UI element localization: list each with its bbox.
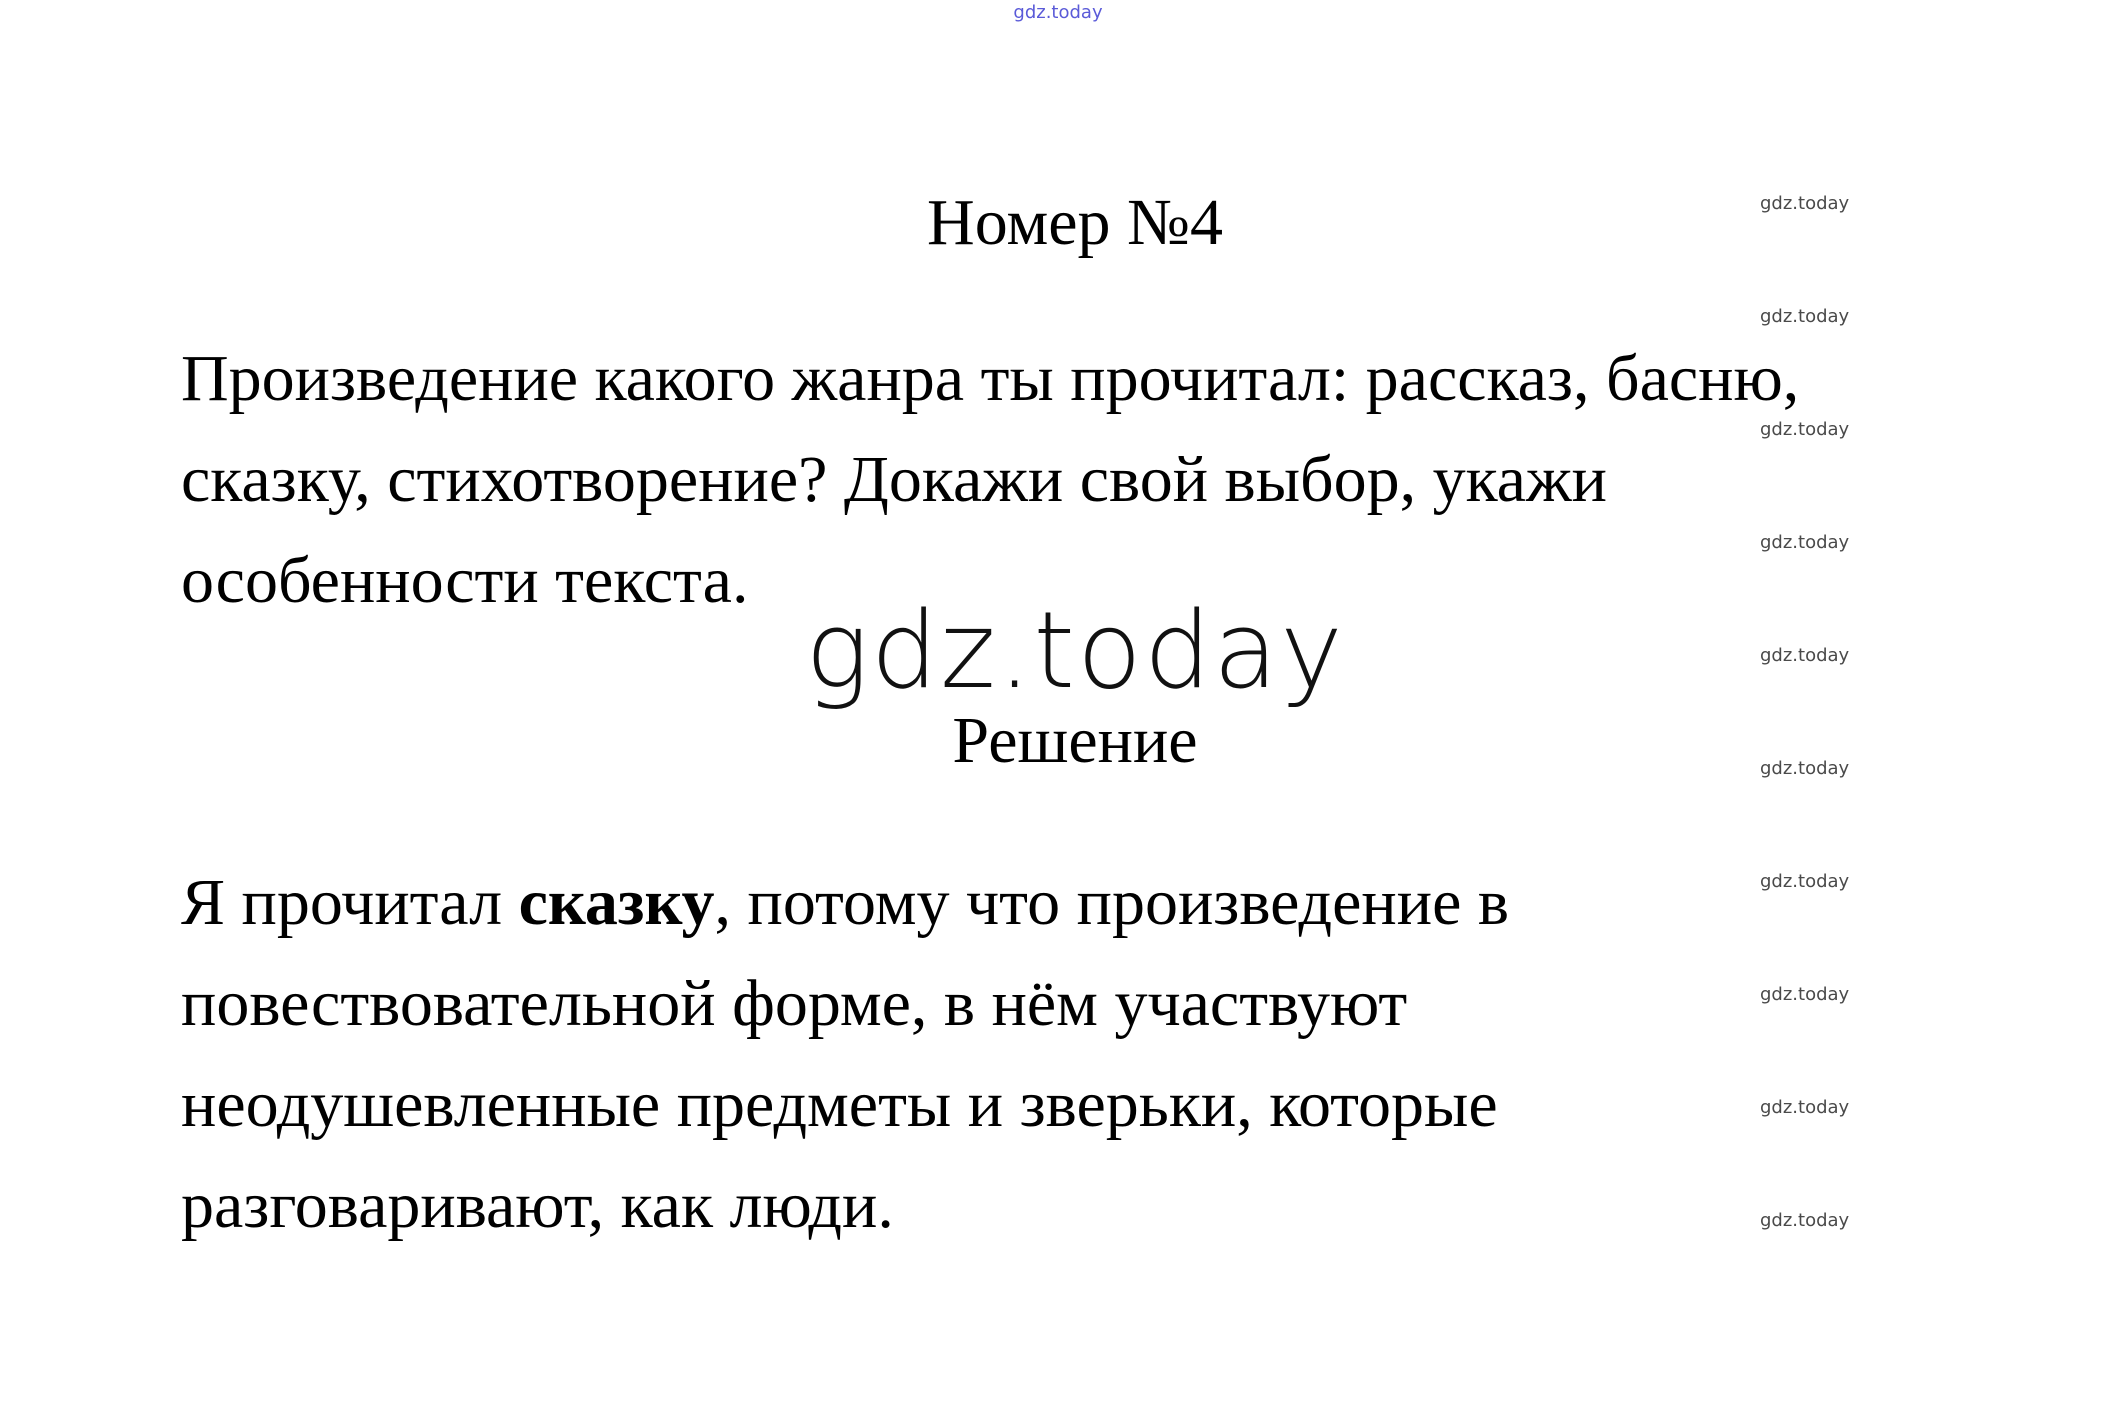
side-watermark: gdz.today — [1760, 871, 1850, 892]
side-watermark: gdz.today — [1760, 193, 1850, 214]
question-line: особенности текста. — [181, 544, 749, 617]
side-watermark: gdz.today — [1760, 758, 1850, 779]
answer-line — [181, 852, 1901, 953]
side-watermark: gdz.today — [1760, 419, 1850, 440]
solution-title: Решение — [952, 704, 1198, 777]
answer-text-segment: , потому что произведение в — [714, 866, 1510, 939]
side-watermark: gdz.today — [1760, 532, 1850, 553]
side-watermark: gdz.today — [1760, 306, 1850, 327]
answer-emphasis: сказку — [518, 866, 715, 939]
answer-text-segment: Я прочитал — [181, 866, 519, 939]
side-watermark: gdz.today — [1760, 984, 1850, 1005]
question-text — [181, 328, 1901, 631]
side-watermark: gdz.today — [1760, 1097, 1850, 1118]
question-line: Произведение какого жанра ты прочитал: рассказ, басню, — [181, 342, 1800, 415]
answer-text — [181, 852, 1901, 1256]
center-watermark-logo: gdz.today — [805, 589, 1345, 712]
answer-line: повествовательной форме, в нём участвуют — [181, 967, 1408, 1040]
top-watermark: gdz.today — [1013, 2, 1103, 23]
answer-line: разговаривают, как люди. — [181, 1169, 894, 1242]
question-line: сказку, стихотворение? Докажи свой выбор, укажи — [181, 443, 1607, 516]
task-title: Номер №4 — [927, 186, 1223, 259]
side-watermark: gdz.today — [1760, 1210, 1850, 1231]
side-watermark: gdz.today — [1760, 645, 1850, 666]
answer-line: неодушевленные предметы и зверьки, которые — [181, 1068, 1498, 1141]
